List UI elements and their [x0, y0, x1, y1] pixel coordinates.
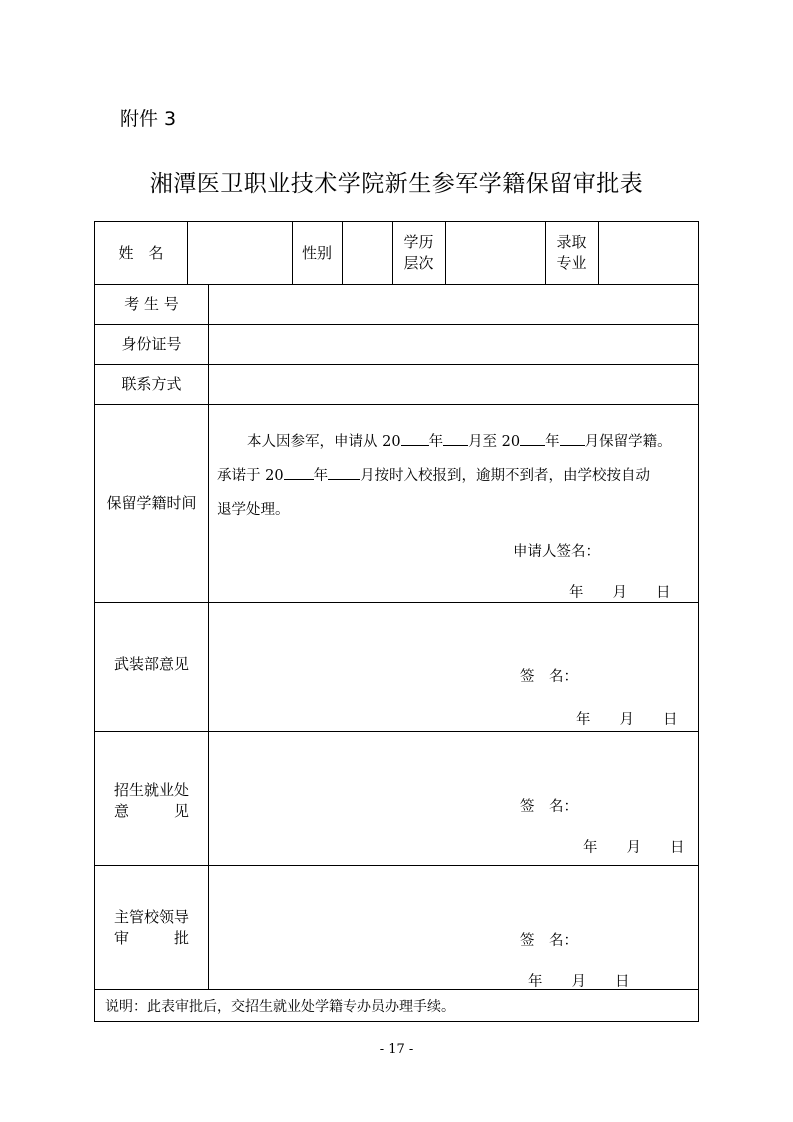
- contact-field[interactable]: [209, 364, 698, 404]
- exam-number-label: 考 生 号: [124, 294, 179, 313]
- major-field[interactable]: [598, 222, 698, 284]
- leader-label-line2: 审 批: [113, 929, 189, 947]
- retention-time-label: 保留学籍时间: [106, 493, 197, 512]
- id-number-label: 身份证号: [121, 334, 182, 353]
- statement-text: 月按时入校报到，逾期不到者，由学校按自动: [360, 468, 651, 484]
- return-month-blank[interactable]: [328, 465, 360, 480]
- name-label: 姓 名: [118, 243, 164, 262]
- leader-label-line1: 主管校领导: [113, 908, 189, 926]
- armed-forces-label: 武装部意见: [113, 655, 189, 673]
- statement-text: 年: [428, 434, 444, 450]
- statement-text: 年: [545, 434, 560, 450]
- statement-text: 年: [313, 468, 329, 484]
- end-month-blank[interactable]: [560, 431, 585, 446]
- education-level-field[interactable]: [445, 222, 545, 284]
- exam-number-field[interactable]: [209, 284, 698, 324]
- end-year-blank[interactable]: [520, 431, 545, 446]
- school-leader-label: [95, 865, 208, 989]
- admissions-office-label: [95, 731, 208, 865]
- page-number: - 17 -: [379, 1042, 414, 1057]
- retention-statement: [217, 425, 695, 527]
- form-note: 说明：此表审批后，交招生就业处学籍专办员办理手续。: [105, 999, 455, 1015]
- admissions-label-line2: 意 见: [113, 802, 189, 820]
- statement-text: 本人因参军，申请从 20: [247, 434, 401, 450]
- admissions-signature-label: 签 名：: [520, 799, 578, 815]
- applicant-signature-label: 申请人签名：: [513, 544, 600, 560]
- form-title: 湘潭医卫职业技术学院新生参军学籍保留审批表: [149, 171, 644, 197]
- major-label: [545, 222, 598, 284]
- contact-label: 联系方式: [121, 374, 182, 393]
- return-year-blank[interactable]: [284, 465, 314, 480]
- statement-text: 月至 20: [468, 434, 521, 450]
- gender-field[interactable]: [342, 222, 392, 284]
- armed-forces-signature-label: 签 名：: [520, 669, 578, 685]
- admissions-label-line1: 招生就业处: [113, 781, 189, 799]
- statement-text: 承诺于 20: [217, 468, 284, 484]
- start-month-blank[interactable]: [443, 431, 468, 446]
- leader-date: 年 月 日: [528, 974, 630, 990]
- armed-forces-date: 年 月 日: [576, 712, 678, 728]
- education-label-line2: 层次: [403, 254, 434, 272]
- education-level-label: [392, 222, 445, 284]
- major-label-line1: 录取: [556, 233, 587, 251]
- applicant-date: 年 月 日: [569, 585, 671, 601]
- gender-label: 性别: [301, 243, 332, 262]
- statement-text: 月保留学籍。: [584, 434, 672, 450]
- major-label-line2: 专业: [556, 254, 587, 272]
- leader-signature-label: 签 名：: [520, 933, 578, 949]
- start-year-blank[interactable]: [401, 431, 429, 446]
- attachment-label: 附件 3: [120, 108, 177, 130]
- admissions-date: 年 月 日: [583, 840, 685, 856]
- id-number-field[interactable]: [209, 324, 698, 364]
- name-field[interactable]: [187, 222, 292, 284]
- education-label-line1: 学历: [403, 233, 434, 251]
- statement-text: 退学处理。: [217, 502, 290, 518]
- approval-form: [94, 221, 699, 1022]
